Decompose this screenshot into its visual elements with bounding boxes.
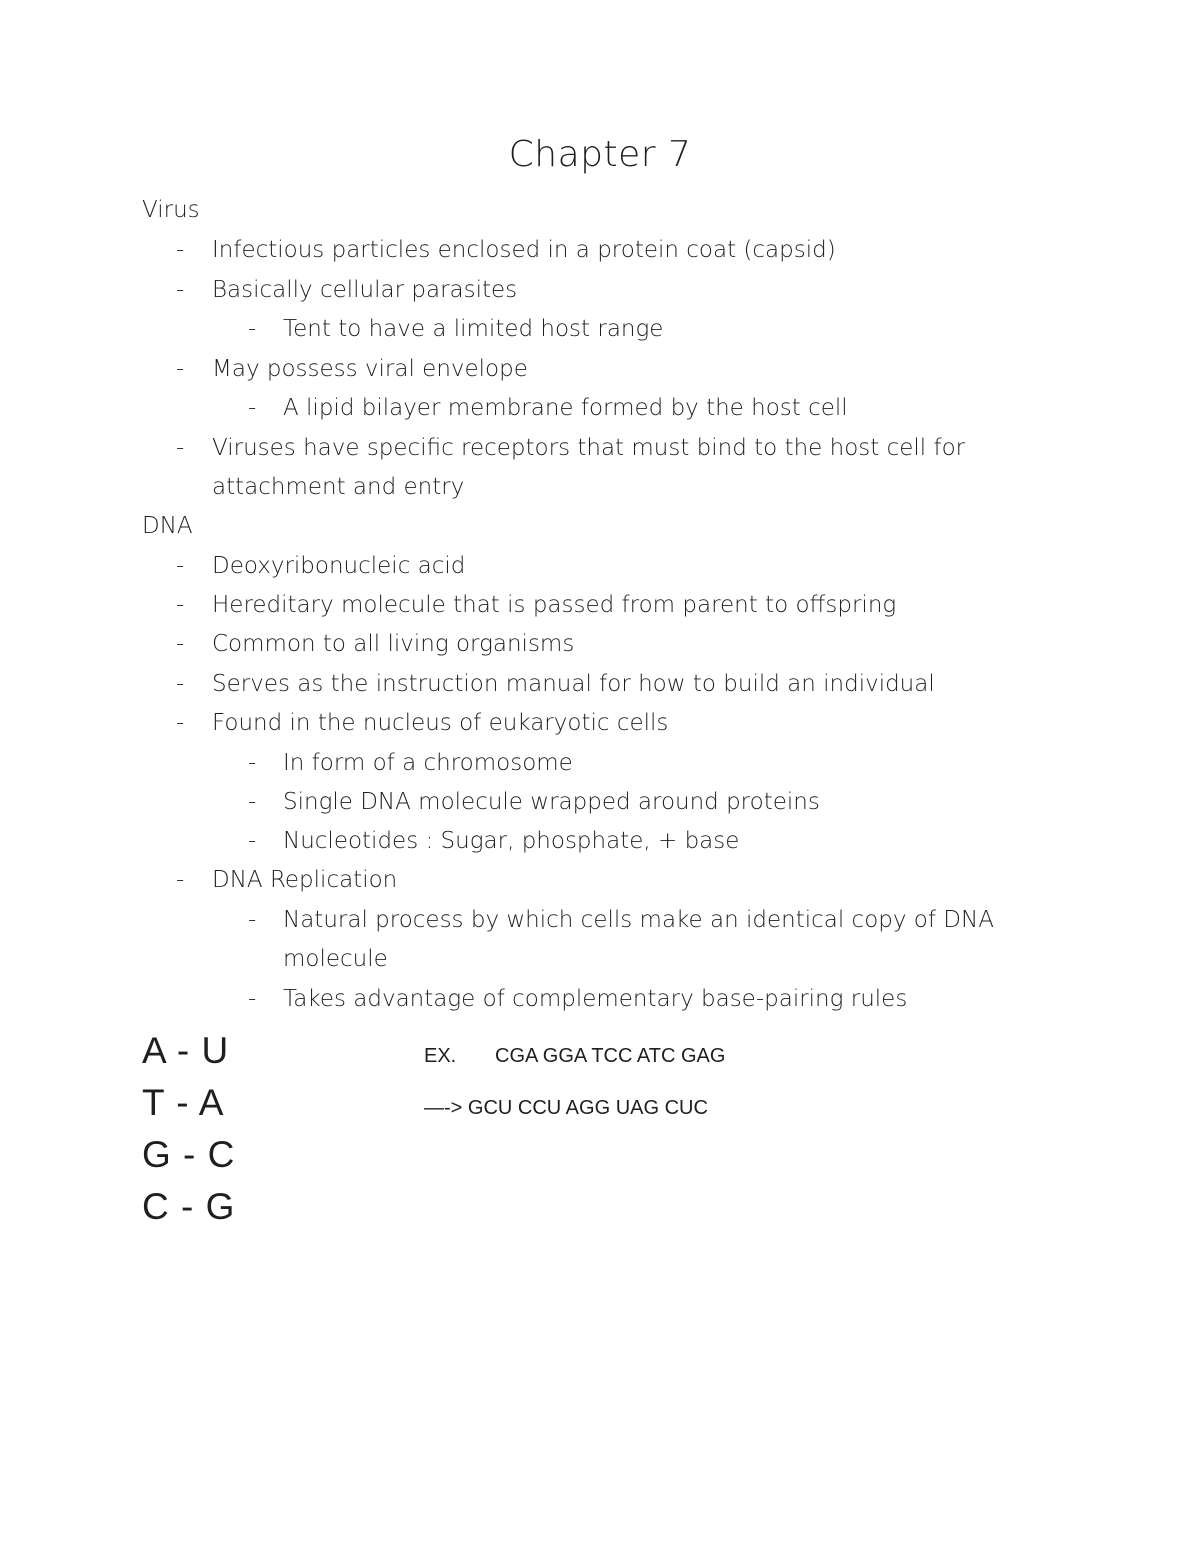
- list-item: Tent to have a limited host range: [283, 316, 664, 342]
- page-title: Chapter 7: [508, 134, 692, 175]
- example-result: —-> GCU CCU AGG UAG CUC: [424, 1097, 708, 1119]
- list-item: Takes advantage of complementary base-pairing rules: [283, 986, 908, 1012]
- list-item: Viruses have specific receptors that must bind to the host cell for: [212, 435, 966, 461]
- bullet-dash: -: [248, 789, 257, 815]
- bullet-dash: -: [248, 316, 257, 342]
- base-pair: C - G: [142, 1186, 236, 1227]
- list-item: In form of a chromosome: [283, 750, 573, 776]
- example-sequence: CGA GGA TCC ATC GAG: [495, 1045, 726, 1067]
- bullet-dash: -: [248, 986, 257, 1012]
- bullet-dash: -: [248, 828, 257, 854]
- example-label: EX.: [424, 1045, 457, 1067]
- list-item: Hereditary molecule that is passed from parent to offspring: [212, 592, 897, 618]
- list-item: Basically cellular parasites: [212, 277, 518, 303]
- list-item: Common to all living organisms: [212, 631, 575, 657]
- base-pair: T - A: [142, 1082, 225, 1123]
- list-item: A lipid bilayer membrane formed by the host cell: [283, 395, 848, 421]
- bullet-dash: -: [176, 553, 185, 579]
- bullet-dash: -: [176, 671, 185, 697]
- bullet-dash: -: [176, 710, 185, 736]
- list-item: Nucleotides : Sugar, phosphate, + base: [283, 828, 740, 854]
- base-pair: G - C: [142, 1134, 236, 1175]
- bullet-dash: -: [248, 395, 257, 421]
- list-item: Deoxyribonucleic acid: [212, 553, 466, 579]
- list-item-continuation: molecule: [283, 946, 388, 972]
- list-item-continuation: attachment and entry: [212, 474, 465, 500]
- section-heading-virus: Virus: [142, 197, 200, 223]
- list-item: Single DNA molecule wrapped around proteins: [283, 789, 820, 815]
- list-item: DNA Replication: [212, 867, 398, 893]
- list-item: Found in the nucleus of eukaryotic cells: [212, 710, 669, 736]
- bullet-dash: -: [176, 356, 185, 382]
- section-heading-dna: DNA: [142, 513, 193, 539]
- list-item: May possess viral envelope: [212, 356, 528, 382]
- bullet-dash: -: [176, 435, 185, 461]
- bullet-dash: -: [176, 237, 185, 263]
- list-item: Infectious particles enclosed in a protein coat (capsid): [212, 237, 836, 263]
- list-item: Serves as the instruction manual for how to build an individual: [212, 671, 935, 697]
- list-item: Natural process by which cells make an identical copy of DNA: [283, 907, 994, 933]
- bullet-dash: -: [248, 907, 257, 933]
- bullet-dash: -: [176, 867, 185, 893]
- base-pair: A - U: [142, 1030, 230, 1071]
- bullet-dash: -: [176, 277, 185, 303]
- bullet-dash: -: [176, 631, 185, 657]
- bullet-dash: -: [248, 750, 257, 776]
- bullet-dash: -: [176, 592, 185, 618]
